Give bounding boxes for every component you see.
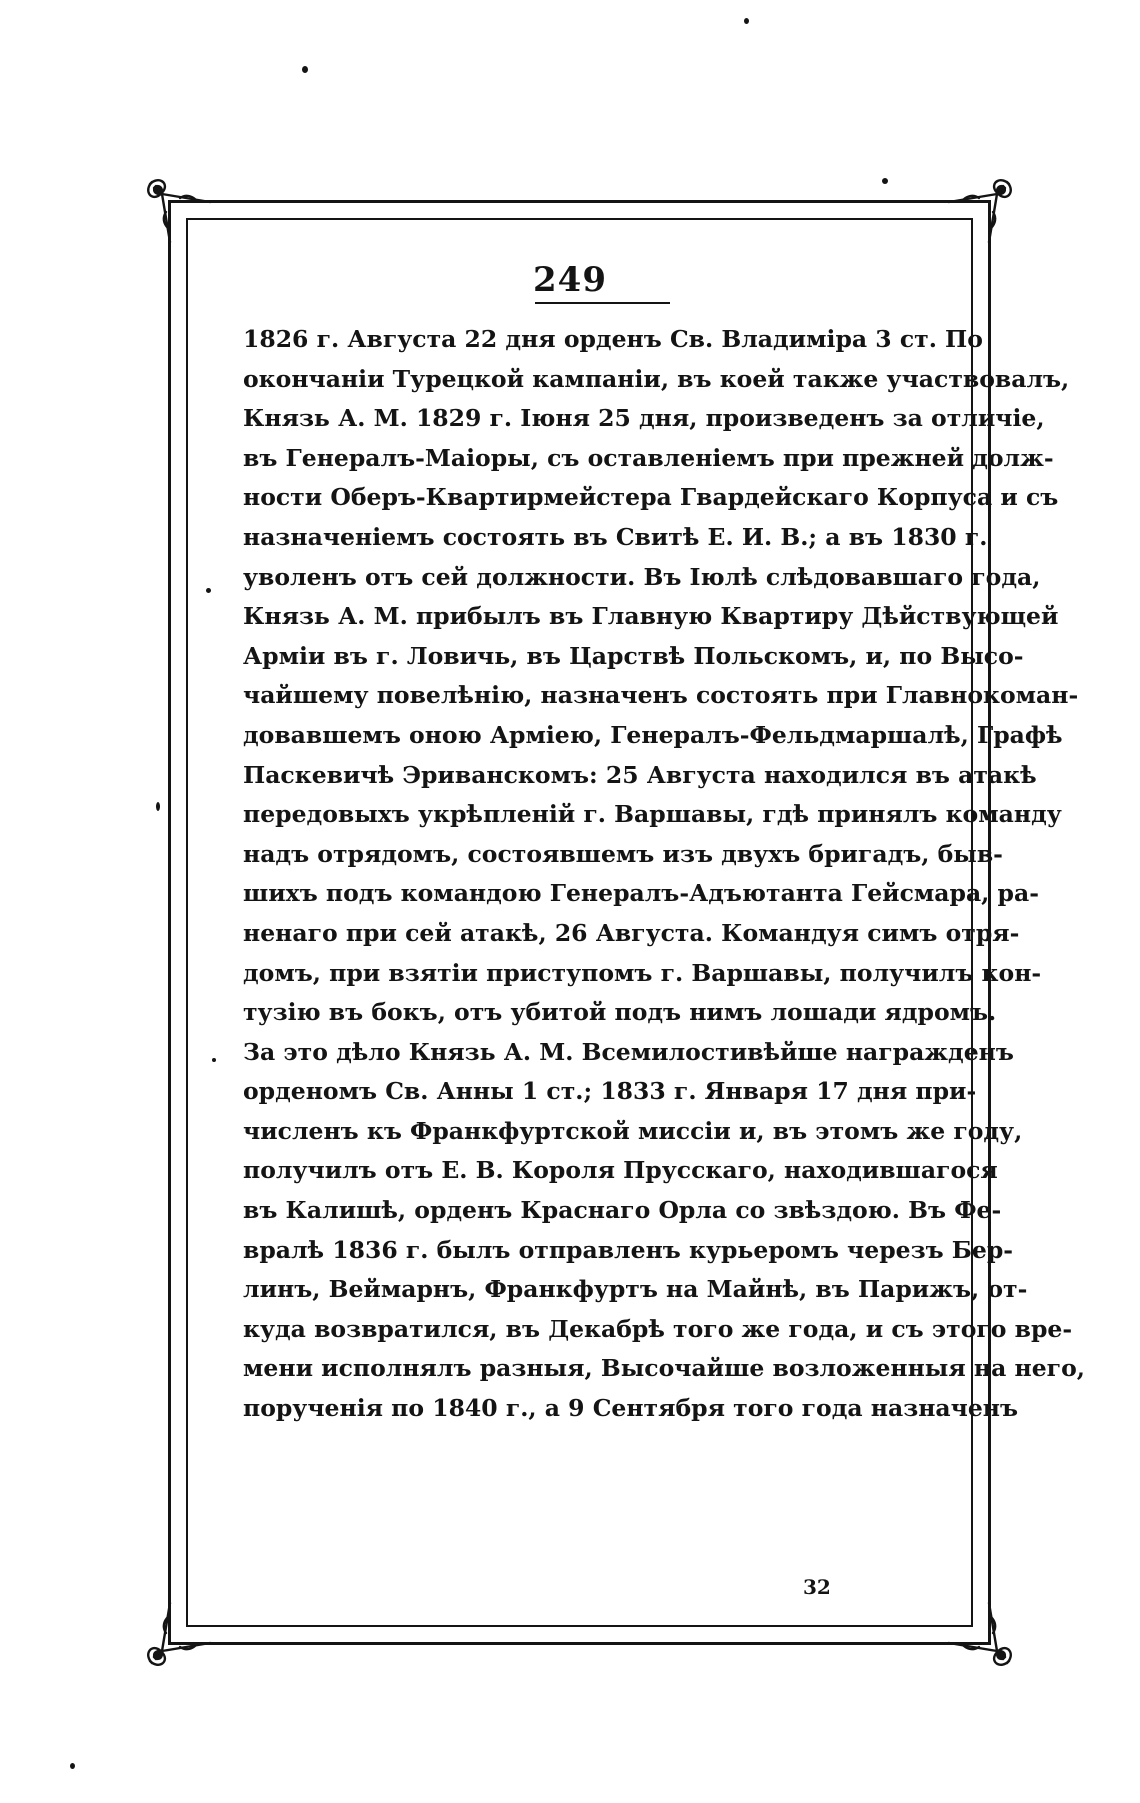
text-line: Арміи въ г. Ловичь, въ Царствѣ Польскомъ, и, по Высо- [243, 641, 1024, 670]
text-line: шихъ подъ командою Генералъ-Адъютанта Гейсмара, ра- [243, 879, 1039, 908]
signature-mark: 32 [803, 1575, 831, 1599]
text-line: орденомъ Св. Анны 1 ст.; 1833 г. Января 17 дня при- [243, 1077, 977, 1106]
corner-flourish-top-left-icon [140, 172, 216, 248]
text-line: передовыхъ укрѣпленій г. Варшавы, гдѣ принялъ команду [243, 800, 1062, 829]
scan-speck [882, 178, 888, 184]
text-line: уволенъ отъ сей должности. Въ Іюлѣ слѣдовавшаго года, [243, 562, 1041, 591]
text-line: ности Оберъ-Квартирмейстера Гвардейскаго Корпуса и съ [243, 483, 1059, 512]
corner-flourish-bottom-right-icon [943, 1597, 1019, 1673]
text-line: мени исполнялъ разныя, Высочайше возложенныя на него, [243, 1354, 1085, 1383]
corner-flourish-top-right-icon [943, 172, 1019, 248]
text-line: линъ, Веймарнъ, Франкфуртъ на Майнѣ, въ Парижъ, от- [243, 1275, 1028, 1304]
text-line: куда возвратился, въ Декабрѣ того же года, и съ этого вре- [243, 1314, 1073, 1343]
text-line: ненаго при сей атакѣ, 26 Августа. Командуя симъ отря- [243, 918, 1020, 947]
text-line: 1826 г. Августа 22 дня орденъ Св. Владиміра 3 ст. По [243, 325, 983, 353]
text-line: вралѣ 1836 г. былъ отправленъ курьеромъ черезъ Бер- [243, 1235, 1014, 1264]
page-number: 249 [533, 260, 607, 300]
text-line: довавшемъ оною Арміею, Генералъ-Фельдмаршалѣ, Графѣ [243, 720, 1063, 749]
body-text [243, 320, 1085, 1429]
text-line: домъ, при взятіи приступомъ г. Варшавы, получилъ кон- [243, 958, 1042, 987]
text-line: Князь А. М. прибылъ въ Главную Квартиру Дѣйствующей [243, 602, 1059, 631]
page-number-rule [535, 302, 670, 304]
text-line: численъ къ Франкфуртской миссіи и, въ этомъ же году, [243, 1116, 1023, 1145]
text-line: Князь А. М. 1829 г. Іюня 25 дня, произведенъ за отличіе, [243, 404, 1045, 433]
text-line: Паскевичѣ Эриванскомъ: 25 Августа находился въ атакѣ [243, 760, 1037, 789]
scan-speck [744, 18, 749, 24]
scan-speck [206, 588, 211, 593]
corner-flourish-bottom-left-icon [140, 1597, 216, 1673]
scan-speck [212, 1058, 216, 1062]
scan-speck [70, 1763, 75, 1769]
scan-speck [156, 802, 160, 811]
text-line: тузію въ бокъ, отъ убитой подъ нимъ лошади ядромъ. [243, 998, 997, 1027]
text-line: назначеніемъ состоять въ Свитѣ Е. И. В.; а въ 1830 г. [243, 522, 988, 551]
text-line: порученія по 1840 г., а 9 Сентября того года назначенъ [243, 1394, 1018, 1423]
text-line: чайшему повелѣнію, назначенъ состоять при Главнокоман- [243, 681, 1079, 710]
text-line: въ Калишѣ, орденъ Краснаго Орла со звѣздою. Въ Фе- [243, 1196, 1002, 1225]
text-line: въ Генералъ-Маіоры, съ оставленіемъ при прежней долж- [243, 443, 1054, 472]
text-line: За это дѣло Князь А. М. Всемилостивѣйше награжденъ [243, 1037, 1014, 1066]
text-line: окончаніи Турецкой кампаніи, въ коей также участвовалъ, [243, 364, 1070, 393]
text-line: надъ отрядомъ, состоявшемъ изъ двухъ бригадъ, быв- [243, 839, 1003, 868]
text-line: получилъ отъ Е. В. Короля Прусскаго, находившагося [243, 1156, 998, 1185]
scan-speck [302, 66, 308, 73]
